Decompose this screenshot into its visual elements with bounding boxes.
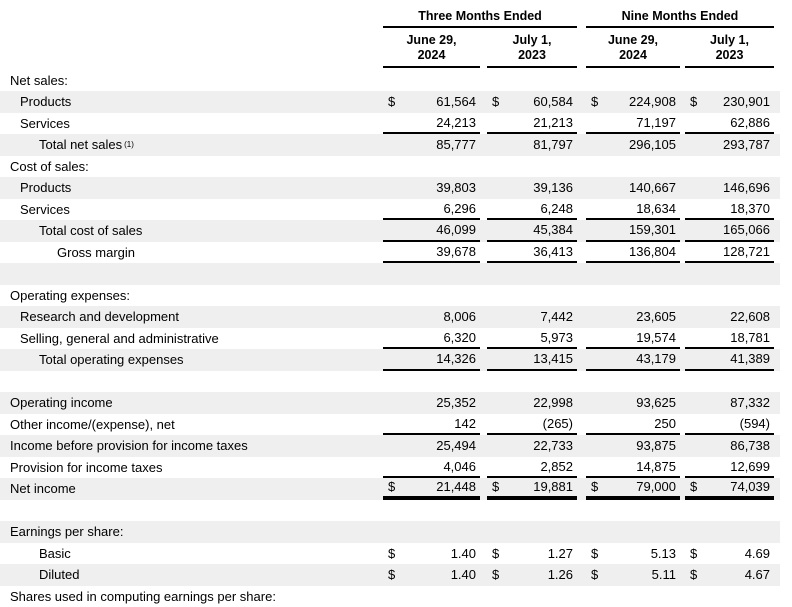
cell-value: 25,494 [436,438,476,453]
cell-value: 1.40 [451,567,476,582]
value-cell [487,500,577,522]
value-cell [487,285,577,307]
table-row [0,91,780,113]
currency-symbol: $ [591,94,598,109]
cell-value: 1.40 [451,546,476,561]
value-cell [685,543,774,565]
cell-value: 86,738 [730,438,770,453]
value-cell [685,220,774,242]
cell-value: 224,908 [629,94,676,109]
value-cell [487,199,577,221]
cell-value: 21,448 [436,479,476,494]
value-cell [383,500,480,522]
table-row [0,457,780,479]
cell-value: 18,634 [636,201,676,216]
value-cell [487,134,577,156]
table-body [0,70,780,607]
table-row [0,285,780,307]
cell-value: 25,352 [436,395,476,410]
cell-value: 250 [654,416,676,431]
value-cell [383,91,480,113]
value-cell [383,435,480,457]
column-group-nine-months: Nine Months Ended [586,9,774,28]
table-row [0,349,780,371]
currency-symbol: $ [492,546,499,561]
cell-value: 74,039 [730,479,770,494]
currency-symbol: $ [388,94,395,109]
value-cell [487,586,577,607]
table-row [0,113,780,135]
row-label: Income before provision for income taxes [0,435,378,457]
value-cell [586,134,680,156]
cell-value: 24,213 [436,115,476,130]
header-spacer [0,9,378,28]
row-label: Provision for income taxes [0,457,378,479]
row-label: Earnings per share: [0,521,378,543]
value-cell [586,435,680,457]
value-cell [383,113,480,135]
cell-value: 4,046 [443,459,476,474]
value-cell [383,457,480,479]
value-cell [487,564,577,586]
value-cell [685,134,774,156]
column-group-three-months: Three Months Ended [383,9,577,28]
cell-value: 6,296 [443,201,476,216]
value-cell [487,543,577,565]
row-label [0,500,378,522]
value-cell [586,91,680,113]
date-line: 2023 [487,48,577,63]
value-cell [487,371,577,393]
value-cell [685,586,774,607]
value-cell [383,328,480,350]
cell-value: 142 [454,416,476,431]
table-row [0,328,780,350]
value-cell [685,177,774,199]
value-cell [586,285,680,307]
row-label: Net sales: [0,70,378,92]
value-cell [487,521,577,543]
row-label: Gross margin [0,242,378,264]
cell-value: 62,886 [730,115,770,130]
row-label: Selling, general and administrative [0,328,378,350]
cell-value: 43,179 [636,351,676,366]
date-line: 2023 [685,48,774,63]
value-cell [383,349,480,371]
table-row [0,220,780,242]
row-label: Net income [0,478,378,500]
cell-value: 39,136 [533,180,573,195]
cell-value: 85,777 [436,137,476,152]
cell-value: 12,699 [730,459,770,474]
value-cell [586,349,680,371]
value-cell [487,478,577,500]
cell-value: 6,320 [443,330,476,345]
cell-value: 128,721 [723,244,770,259]
value-cell [685,435,774,457]
value-cell [685,91,774,113]
currency-symbol: $ [591,546,598,561]
value-cell [487,91,577,113]
value-cell [586,457,680,479]
currency-symbol: $ [690,567,697,582]
value-cell [586,328,680,350]
cell-value: 22,608 [730,309,770,324]
cell-value: 60,584 [533,94,573,109]
date-line: 2024 [586,48,680,63]
cell-value: 1.27 [548,546,573,561]
row-label: Shares used in computing earnings per share: [0,586,378,607]
cell-value: 4.67 [745,567,770,582]
value-cell [685,500,774,522]
value-cell [487,392,577,414]
currency-symbol: $ [388,546,395,561]
cell-value: 14,326 [436,351,476,366]
cell-value: 18,781 [730,330,770,345]
value-cell [586,521,680,543]
cell-value: 93,625 [636,395,676,410]
table-row [0,70,780,92]
table-row [0,242,780,264]
cell-value: 41,389 [730,351,770,366]
value-cell [586,543,680,565]
currency-symbol: $ [388,479,395,494]
currency-symbol: $ [492,94,499,109]
table-row [0,543,780,565]
cell-value: 21,213 [533,115,573,130]
cell-value: 5.11 [652,567,676,582]
cell-value: 165,066 [723,222,770,237]
value-cell [685,285,774,307]
value-cell [487,177,577,199]
cell-value: 2,852 [540,459,573,474]
value-cell [586,414,680,436]
column-header-ytd-2024 [586,29,680,68]
table-row [0,414,780,436]
cell-value: 79,000 [636,479,676,494]
value-cell [685,328,774,350]
cell-value: 61,564 [436,94,476,109]
value-cell [586,263,680,285]
cell-value: 36,413 [533,244,573,259]
cell-value: 39,678 [436,244,476,259]
table-row [0,177,780,199]
cell-value: 7,442 [540,309,573,324]
row-label: Services [0,113,378,135]
value-cell [685,70,774,92]
value-cell [586,220,680,242]
value-cell [685,199,774,221]
value-cell [586,392,680,414]
value-cell [383,242,480,264]
value-cell [383,156,480,178]
value-cell [586,371,680,393]
value-cell [487,457,577,479]
value-cell [383,521,480,543]
value-cell [383,285,480,307]
value-cell [586,242,680,264]
date-line: July 1, [685,33,774,48]
row-label: Products [0,177,378,199]
cell-value: 230,901 [723,94,770,109]
row-label [0,263,378,285]
date-header-row [0,29,780,68]
value-cell [383,586,480,607]
value-cell [586,478,680,500]
value-cell [586,500,680,522]
cell-value: 19,881 [533,479,573,494]
row-label [0,371,378,393]
cell-value: 146,696 [723,180,770,195]
value-cell [383,478,480,500]
value-cell [383,306,480,328]
currency-symbol: $ [492,567,499,582]
value-cell [685,392,774,414]
value-cell [383,199,480,221]
value-cell [586,586,680,607]
value-cell [586,177,680,199]
cell-value: 8,006 [443,309,476,324]
value-cell [586,70,680,92]
value-cell [586,156,680,178]
currency-symbol: $ [492,479,499,494]
row-label: Cost of sales: [0,156,378,178]
table-row [0,392,780,414]
value-cell [685,156,774,178]
column-header-q3-2024 [383,29,480,68]
value-cell [685,371,774,393]
value-cell [487,70,577,92]
value-cell [383,564,480,586]
cell-value: 19,574 [636,330,676,345]
value-cell [383,414,480,436]
value-cell [685,414,774,436]
date-line: July 1, [487,33,577,48]
column-header-q3-2023 [487,29,577,68]
value-cell [487,328,577,350]
cell-value: 87,332 [730,395,770,410]
row-label: Operating income [0,392,378,414]
value-cell [383,371,480,393]
row-label: Products [0,91,378,113]
cell-value: 13,415 [533,351,573,366]
table-row [0,478,780,500]
value-cell [586,199,680,221]
row-label: Services [0,199,378,221]
date-line: 2024 [383,48,480,63]
value-cell [685,349,774,371]
cell-value: (594) [740,416,770,431]
cell-value: 22,998 [533,395,573,410]
cell-value: 45,384 [533,222,573,237]
cell-value: 1.26 [548,567,573,582]
spacer-row [0,371,780,393]
value-cell [383,134,480,156]
cell-value: 39,803 [436,180,476,195]
value-cell [383,70,480,92]
row-label: Research and development [0,306,378,328]
cell-value: 46,099 [436,222,476,237]
value-cell [383,263,480,285]
cell-value: 93,875 [636,438,676,453]
cell-value: (265) [543,416,573,431]
currency-symbol: $ [591,479,598,494]
value-cell [586,306,680,328]
value-cell [685,521,774,543]
cell-value: 18,370 [730,201,770,216]
cell-value: 5,973 [540,330,573,345]
spacer-row [0,500,780,522]
value-cell [685,263,774,285]
period-group-header-row [0,0,780,28]
table-row [0,134,780,156]
value-cell [487,113,577,135]
table-row [0,564,780,586]
value-cell [487,306,577,328]
row-label: Total cost of sales [0,220,378,242]
value-cell [487,242,577,264]
header-spacer [0,29,378,68]
table-row [0,521,780,543]
value-cell [685,564,774,586]
currency-symbol: $ [388,567,395,582]
row-label: Total net sales (1) [0,134,378,156]
date-line: June 29, [586,33,680,48]
cell-value: 23,605 [636,309,676,324]
value-cell [487,349,577,371]
value-cell [586,564,680,586]
cell-value: 81,797 [533,137,573,152]
table-row [0,435,780,457]
cell-value: 140,667 [629,180,676,195]
column-header-ytd-2023 [685,29,774,68]
cell-value: 22,733 [533,438,573,453]
value-cell [487,156,577,178]
row-label: Operating expenses: [0,285,378,307]
row-label: Basic [0,543,378,565]
value-cell [586,113,680,135]
value-cell [383,177,480,199]
value-cell [487,220,577,242]
currency-symbol: $ [591,567,598,582]
value-cell [487,263,577,285]
value-cell [487,435,577,457]
value-cell [383,220,480,242]
table-row [0,156,780,178]
table-row [0,306,780,328]
value-cell [487,414,577,436]
row-label: Total operating expenses [0,349,378,371]
value-cell [685,113,774,135]
date-line: June 29, [383,33,480,48]
value-cell [685,478,774,500]
cell-value: 296,105 [629,137,676,152]
cell-value: 4.69 [745,546,770,561]
currency-symbol: $ [690,479,697,494]
cell-value: 136,804 [629,244,676,259]
table-row [0,199,780,221]
value-cell [383,392,480,414]
row-label: Other income/(expense), net [0,414,378,436]
currency-symbol: $ [690,546,697,561]
cell-value: 5.13 [651,546,676,561]
value-cell [685,306,774,328]
currency-symbol: $ [690,94,697,109]
cell-value: 293,787 [723,137,770,152]
table-row [0,586,780,607]
value-cell [685,242,774,264]
value-cell [383,543,480,565]
value-cell [685,457,774,479]
spacer-row [0,263,780,285]
cell-value: 71,197 [636,115,676,130]
cell-value: 159,301 [629,222,676,237]
row-label: Diluted [0,564,378,586]
cell-value: 6,248 [540,201,573,216]
cell-value: 14,875 [636,459,676,474]
